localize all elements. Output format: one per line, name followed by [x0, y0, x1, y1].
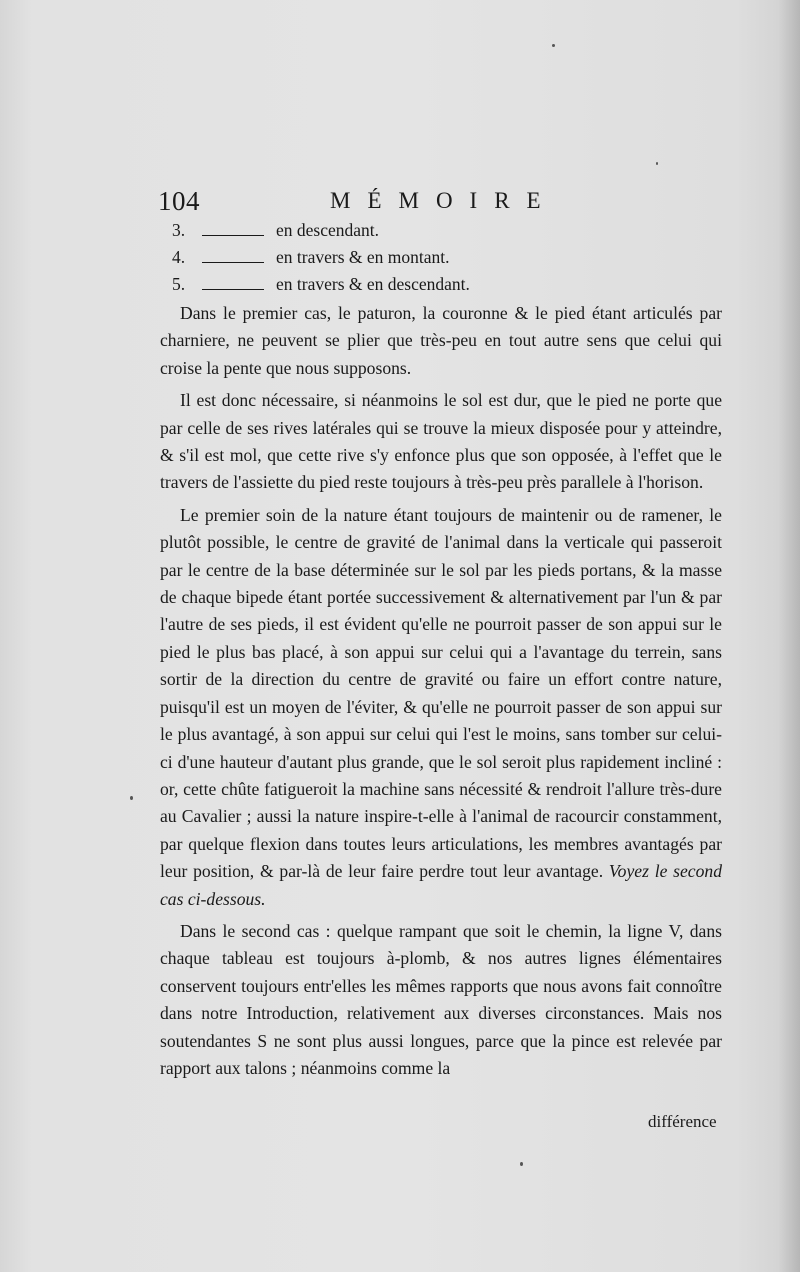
- list-item-number: 4.: [172, 247, 186, 267]
- list-item-text: en travers & en montant.: [276, 247, 450, 267]
- page-header: [158, 186, 718, 220]
- list-item-text: en travers & en descendant.: [276, 274, 470, 294]
- page-edge-shadow: [778, 0, 800, 1272]
- catchword: différence: [648, 1112, 717, 1131]
- voyez-reference: Voyez: [608, 861, 649, 882]
- paper-speck: [656, 162, 658, 165]
- numbered-list: [172, 220, 732, 301]
- paragraph-3: [160, 502, 722, 913]
- paper-speck: [130, 796, 133, 800]
- paragraph-4: Dans le second cas : quelque rampant que soit le chemin, la ligne V, dans chaque tableau est toujours à-plomb, & nos autres lignes élémentaires conservent toujours entr'elles les mêmes rapports que nous avons fait connoître dans notre Introduction, relativement aux diverses circonstances. Mais nos soutendantes S ne sont plus aussi longues, parce que la pince est relevée par rapport aux talons ; néanmoins comme la: [160, 920, 722, 1078]
- list-item-number: 5.: [172, 274, 186, 294]
- cross-reference: le second cas ci-dessous.: [160, 861, 722, 909]
- paragraph-1: Dans le premier cas, le paturon, la couronne & le pied étant articulés par charniere, ne peuvent se plier que très-peu en tout autre sens que celui qui croise la pente que nous supposons.: [160, 303, 722, 378]
- list-item: [172, 247, 732, 274]
- list-dash: [202, 262, 264, 263]
- list-item: [172, 220, 732, 247]
- list-dash: [202, 235, 264, 236]
- list-dash: [202, 289, 264, 290]
- body-text: [160, 300, 722, 1087]
- paragraph-3-text: Le premier soin de la nature étant toujours de maintenir ou de ramener, le plutôt possible, le centre de gravité de l'animal dans la verticale qui passeroit par le centre de la base déterminée sur le sol par les pieds portans, & la masse de chaque bipede étant portée successivement & alternativement par l'un & par l'autre de ses pieds, il est évident qu'elle ne pourroit passer de son appui sur le pied le plus bas placé, à son appui sur celui qui a l'avantage du terrein, sans sortir de la direction du centre de gravité ou faire un effort contre nature, puisqu'il est un moyen de l'éviter, & qu'elle ne pourroit passer de son appui sur le plus avantagé, à son appui sur celui qui l'est le moins, sans tomber sur celui-ci d'une hauteur d'autant plus grande, que le sol seroit plus rapidement incliné : or, cette chûte fatigueroit la machine sans nécessité & rendroit l'allure très-dure au Cavalier ; aussi la nature inspire-t-elle à l'animal de racourcir constamment, par quelque flexion dans toutes leurs articulations, les membres avantagés par leur position, & par-là de leur faire perdre tout leur avantage.: [160, 504, 722, 882]
- paper-speck: [520, 1162, 523, 1166]
- list-item: [172, 274, 732, 301]
- running-title: MÉMOIRE: [330, 188, 558, 213]
- paper-speck: [552, 44, 555, 47]
- list-item-text: en descendant.: [276, 220, 380, 240]
- list-item-number: 3.: [172, 220, 186, 240]
- page-number: 104: [158, 186, 200, 216]
- paragraph-2: Il est donc nécessaire, si néanmoins le sol est dur, que le pied ne porte que par celle de ses rives latérales qui se trouve la mieux disposée pour y atteindre, & s'il est mol, que cette rive s'y enfonce plus que son opposée, à l'effet que le travers de l'assiette du pied reste toujours à très-peu près parallele à l'horison.: [160, 390, 722, 493]
